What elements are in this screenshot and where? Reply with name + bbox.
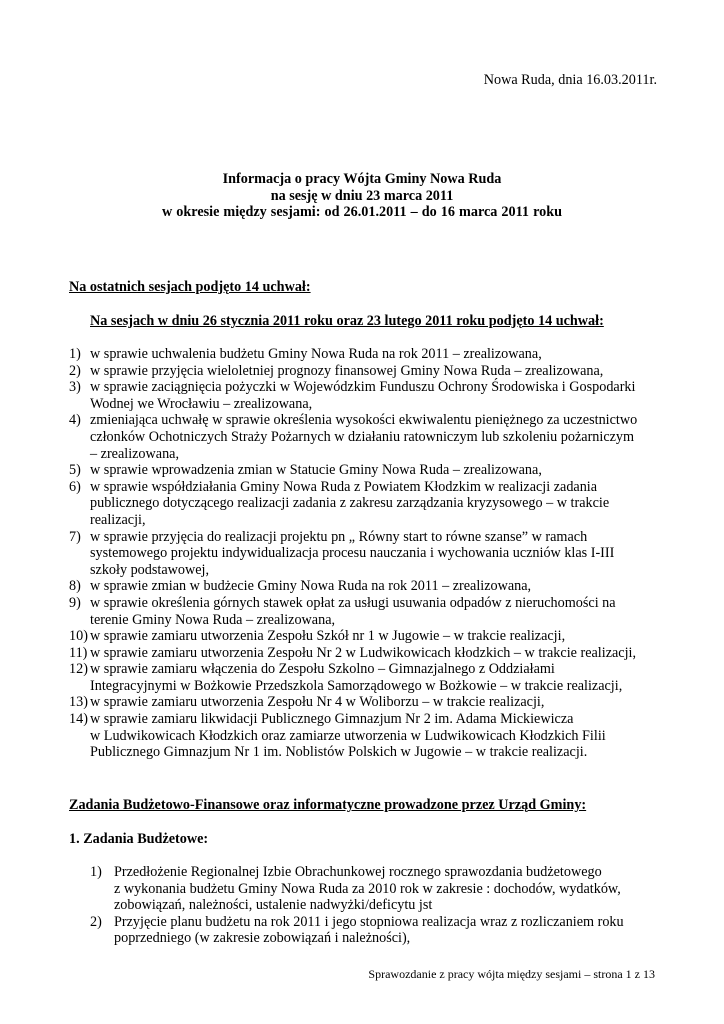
title-line-3: w okresie między sesjami: od 26.01.2011 – do 16 marca 2011 roku (162, 204, 562, 221)
list-item-number: 11) (69, 644, 88, 661)
list-item-line: Wodnej we Wrocławiu – zrealizowana, (90, 395, 313, 412)
resolution-item (69, 645, 669, 662)
list-item-line: w sprawie przyjęcia do realizacji projektu pn „ Równy start to równe szanse” w ramach (90, 528, 588, 545)
list-item-line: Przyjęcie planu budżetu na rok 2011 i jego stopniowa realizacja wraz z rozliczaniem roku (114, 913, 624, 930)
resolution-item (69, 661, 669, 694)
list-item-number: 4) (69, 412, 81, 429)
list-item-line: szkoły podstawowej, (90, 561, 210, 578)
list-item-line: w sprawie przyjęcia wieloletniej prognozy finansowej Gminy Nowa Ruda – zrealizowana, (90, 362, 604, 379)
resolution-item (69, 479, 669, 529)
list-item-number: 13) (69, 694, 88, 711)
title-line-1: Informacja o pracy Wójta Gminy Nowa Ruda (222, 171, 502, 187)
list-item-line: Przedłożenie Regionalnej Izbie Obrachunkowej rocznego sprawozdania budżetowego (114, 864, 602, 880)
page-footer: Sprawozdanie z pracy wójta między sesjami – strona 1 z 13 (368, 967, 655, 981)
resolutions-list (69, 346, 669, 761)
document-title (0, 171, 724, 221)
resolution-item (69, 529, 669, 579)
list-item-number: 7) (69, 528, 81, 545)
list-item-number: 1) (69, 346, 81, 362)
tasks-heading: Zadania Budżetowo-Finansowe oraz informatyczne prowadzone przez Urząd Gminy: (69, 797, 587, 813)
list-item-line: w sprawie zamiaru włączenia do Zespołu Szkolno – Gimnazjalnego z Oddziałami (90, 661, 555, 678)
list-item-line: w sprawie zmian w budżecie Gminy Nowa Ruda na rok 2011 – zrealizowana, (90, 578, 532, 595)
resolution-item (69, 363, 669, 380)
sessions-subheading: Na sesjach w dniu 26 stycznia 2011 roku oraz 23 lutego 2011 roku podjęto 14 uchwał: (90, 313, 604, 329)
list-item-line: Publicznego Gimnazjum Nr 1 im. Noblistów Polskich w Jugowie – w trakcie realizacji. (90, 744, 588, 761)
list-item-line: w sprawie zamiaru utworzenia Zespołu Nr 2 w Ludwikowicach kłodzkich – w trakcie realizacji, (90, 644, 637, 661)
list-item-line: w sprawie zamiaru utworzenia Zespołu Nr 4 w Woliborzu – w trakcie realizacji, (90, 694, 545, 711)
list-item-number: 10) (69, 628, 88, 645)
list-item-line: w sprawie współdziałania Gminy Nowa Ruda z Powiatem Kłodzkim w realizacji zadania (90, 478, 598, 495)
resolution-item (69, 595, 669, 628)
list-item-number: 8) (69, 578, 81, 595)
title-line-2: na sesję w dniu 23 marca 2011 (270, 187, 454, 204)
list-item-line: systemowego projektu indywidualizacja procesu nauczania i wychowania uczniów klas I-III (90, 545, 615, 562)
list-item-number: 2) (90, 913, 102, 930)
list-item-line: w sprawie zamiaru utworzenia Zespołu Szkół nr 1 w Jugowie – w trakcie realizacji, (90, 628, 566, 645)
list-item-line: zmieniająca uchwałę w sprawie określenia wysokości ekwiwalentu pieniężnego za uczestnictwo (90, 412, 638, 429)
list-item-line: – zrealizowana, (90, 445, 180, 462)
list-item-line: w sprawie wprowadzenia zmian w Statucie Gminy Nowa Ruda – zrealizowana, (90, 462, 542, 479)
list-item-number: 3) (69, 379, 81, 396)
list-item-line: w sprawie uchwalenia budżetu Gminy Nowa Ruda na rok 2011 – zrealizowana, (90, 346, 542, 362)
list-item-line: poprzedniego (w zakresie zobowiązań i należności), (114, 930, 411, 947)
sessions-heading: Na ostatnich sesjach podjęto 14 uchwał: (69, 279, 311, 295)
list-item-line: Integracyjnymi w Bożkowie Przedszkola Samorządowego w Bożkowie – w trakcie realizacji, (90, 677, 623, 694)
resolution-item (69, 462, 669, 479)
list-item-line: w Ludwikowicach Kłodzkich oraz zamiarze utworzenia w Ludwikowicach Kłodzkich Filii (90, 727, 606, 744)
resolution-item (69, 346, 669, 363)
list-item-line: publicznego dotyczącego realizacji zadania z zakresu zarządzania kryzysowego – w trakcie (90, 495, 610, 512)
date-line: Nowa Ruda, dnia 16.03.2011r. (483, 72, 657, 88)
resolution-item (69, 379, 669, 412)
list-item-number: 12) (69, 661, 88, 678)
list-item-line: w sprawie określenia górnych stawek opłat za usługi usuwania odpadów z nieruchomości na (90, 594, 616, 611)
resolution-item (69, 578, 669, 595)
list-item-line: z wykonania budżetu Gminy Nowa Ruda za 2010 rok w zakresie : dochodów, wydatków, (114, 880, 621, 897)
list-item-line: zobowiązań, należności, ustalenie nadwyżki/deficytu jst (114, 897, 433, 914)
resolution-item (69, 711, 669, 761)
resolution-item (69, 694, 669, 711)
resolution-item (69, 628, 669, 645)
list-item-number: 9) (69, 594, 81, 611)
budget-task-item (90, 914, 665, 947)
list-item-line: realizacji, (90, 511, 146, 528)
resolution-item (69, 412, 669, 462)
list-item-number: 2) (69, 362, 81, 379)
list-item-number: 14) (69, 711, 88, 728)
list-item-line: w sprawie zamiaru likwidacji Publicznego Gimnazjum Nr 2 im. Adama Mickiewicza (90, 711, 574, 728)
list-item-number: 5) (69, 462, 81, 479)
list-item-line: członków Ochotniczych Straży Pożarnych w działaniu ratowniczym lub szkoleniu pożarniczym (90, 428, 635, 445)
budget-tasks-heading: 1. Zadania Budżetowe: (69, 831, 209, 847)
budget-task-item (90, 864, 665, 914)
list-item-line: w sprawie zaciągnięcia pożyczki w Wojewódzkim Funduszu Ochrony Środowiska i Gospodarki (90, 379, 636, 396)
list-item-number: 6) (69, 478, 81, 495)
budget-tasks-list (90, 864, 665, 947)
list-item-line: terenie Gminy Nowa Ruda – zrealizowana, (90, 611, 336, 628)
list-item-number: 1) (90, 864, 102, 880)
